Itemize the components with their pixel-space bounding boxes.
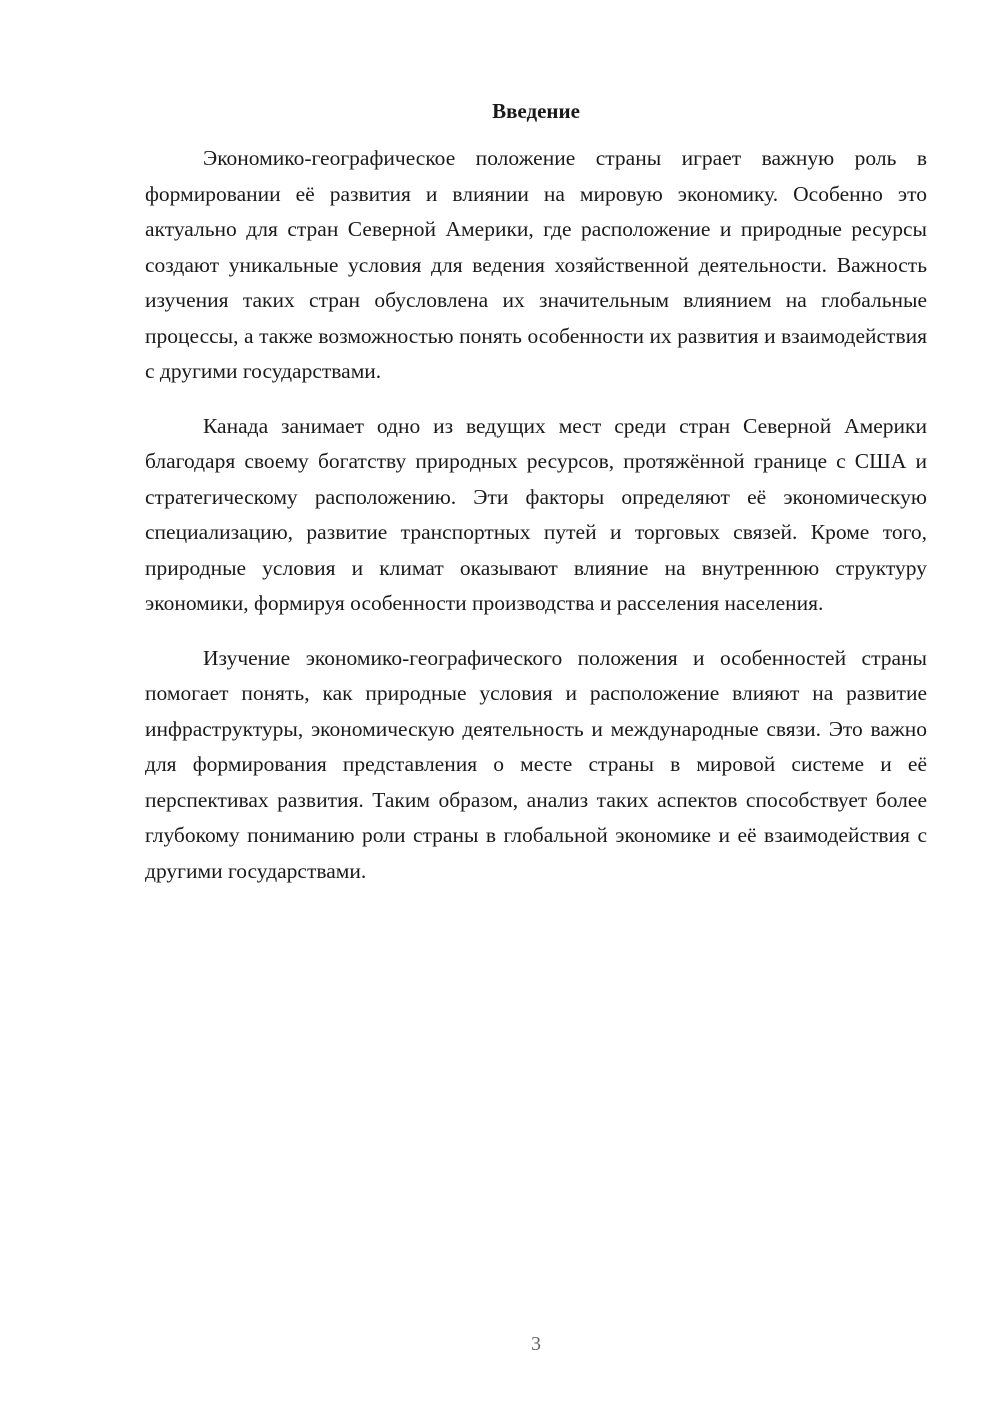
paragraph-1: Экономико-географическое положение страны играет важную роль в формировании её развития и влиянии на мировую экономику. Особенно это актуально для стран Северной Америки, где расположение и природные ресурсы создают уникальные условия для ведения хозяйственной деятельности. Важность изучения таких стран обусловлена их значительным влиянием на глобальные процессы, а также возможностью понять особенности их развития и взаимодействия с другими государствами. [145,146,927,383]
paragraph-2: Канада занимает одно из ведущих мест среди стран Северной Америки благодаря своему богатству природных ресурсов, протяжённой границе с США и стратегическому расположению. Эти факторы определяют её экономическую специализацию, развитие транспортных путей и торговых связей. Кроме того, природные условия и климат оказывают влияние на внутреннюю структуру экономики, формируя особенности производства и расселения населения. [145,413,927,615]
page-number: 3 [531,1333,541,1355]
paragraph-3: Изучение экономико-географического положения и особенностей страны помогает понять, как природные условия и расположение влияют на развитие инфраструктуры, экономическую деятельность и международные связи. Это важно для формирования представления о месте страны в мировой системе и её перспективах развития. Таким образом, анализ таких аспектов способствует более глубокому пониманию роли страны в глобальной экономике и её взаимодействия с другими государствами. [145,645,927,883]
section-heading: Введение [492,99,580,123]
body-text [145,141,927,908]
